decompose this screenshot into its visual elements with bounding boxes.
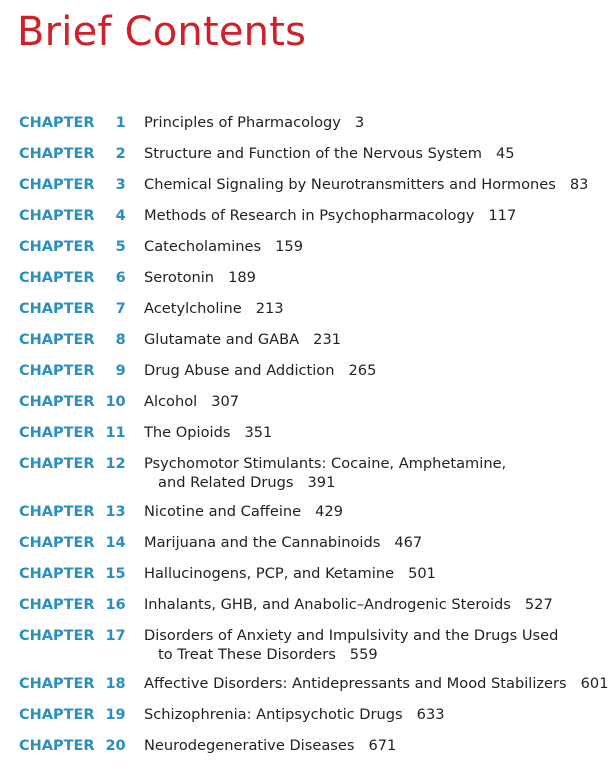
chapter-page-number: 351: [244, 424, 273, 441]
chapter-word: CHAPTER: [19, 301, 95, 317]
chapter-title[interactable]: [144, 361, 376, 380]
chapter-title[interactable]: [144, 268, 256, 287]
chapter-title[interactable]: [144, 237, 303, 256]
chapter-word: CHAPTER: [19, 115, 95, 131]
chapter-page-number: 559: [349, 646, 378, 663]
chapter-title[interactable]: [144, 113, 364, 132]
chapter-label: [19, 206, 126, 226]
toc-entry[interactable]: [0, 423, 613, 447]
chapter-title[interactable]: [144, 175, 588, 194]
toc-entry[interactable]: [0, 736, 613, 760]
chapter-label: [19, 268, 126, 288]
chapter-label: [19, 237, 126, 257]
chapter-title-line1: Catecholamines: [144, 238, 262, 255]
chapter-word: CHAPTER: [19, 504, 95, 520]
chapter-title-line1: Inhalants, GHB, and Anabolic–Androgenic Steroids: [144, 596, 511, 613]
chapter-title-line1: Hallucinogens, PCP, and Ketamine: [144, 565, 395, 582]
chapter-number: 18: [105, 676, 126, 692]
chapter-title[interactable]: [144, 533, 422, 552]
chapter-title[interactable]: [144, 736, 396, 755]
chapter-title[interactable]: [144, 299, 284, 318]
chapter-title[interactable]: [144, 705, 445, 724]
chapter-number: 3: [115, 177, 126, 193]
chapter-number: 6: [115, 270, 126, 286]
chapter-word: CHAPTER: [19, 332, 95, 348]
chapter-number: 14: [105, 535, 126, 551]
chapter-number: 15: [105, 566, 126, 582]
chapter-label: [19, 705, 126, 725]
chapter-page-number: 307: [211, 393, 240, 410]
chapter-title[interactable]: [144, 144, 515, 163]
chapter-title-line1: Glutamate and GABA: [144, 331, 300, 348]
chapter-page-number: 159: [275, 238, 303, 255]
chapter-label: [19, 175, 126, 195]
chapter-title-line1: Principles of Pharmacology: [144, 114, 341, 131]
toc-entry[interactable]: [0, 175, 613, 199]
chapter-title-line2: and Related Drugs 391: [158, 474, 336, 491]
toc-entry[interactable]: [0, 113, 613, 137]
chapter-title-line1: Schizophrenia: Antipsychotic Drugs: [144, 706, 403, 723]
chapter-title[interactable]: [144, 674, 608, 693]
chapter-number: 20: [105, 738, 126, 754]
chapter-title[interactable]: [144, 454, 506, 492]
chapter-title-line1: Nicotine and Caffeine: [144, 503, 302, 520]
chapter-number: 9: [115, 363, 126, 379]
chapter-title[interactable]: [144, 392, 239, 411]
chapter-label: [19, 533, 126, 553]
chapter-label: [19, 595, 126, 615]
chapter-page-number: 189: [228, 269, 256, 286]
toc-entry[interactable]: [0, 674, 613, 698]
chapter-label: [19, 361, 126, 381]
chapter-page-number: 213: [255, 300, 284, 317]
chapter-number: 19: [105, 707, 126, 723]
chapter-page-number: 231: [313, 331, 342, 348]
chapter-title-line1: The Opioids: [144, 424, 231, 441]
chapter-label: [19, 626, 126, 646]
chapter-title[interactable]: [144, 206, 516, 225]
chapter-label: [19, 330, 126, 350]
chapter-word: CHAPTER: [19, 566, 95, 582]
chapter-page-number: 633: [416, 706, 445, 723]
chapter-word: CHAPTER: [19, 270, 95, 286]
toc-entry[interactable]: [0, 705, 613, 729]
chapter-title-line1: Alcohol: [144, 393, 198, 410]
chapter-title-line1: Structure and Function of the Nervous System: [144, 145, 483, 162]
chapter-title-line1: Acetylcholine: [144, 300, 242, 317]
chapter-page-number: 391: [307, 474, 336, 491]
chapter-page-number: 467: [394, 534, 423, 551]
chapter-word: CHAPTER: [19, 738, 95, 754]
chapter-title-line1: Neurodegenerative Diseases: [144, 737, 355, 754]
toc-entry[interactable]: [0, 237, 613, 261]
chapter-title[interactable]: [144, 330, 341, 349]
chapter-page-number: 45: [496, 145, 515, 162]
chapter-word: CHAPTER: [19, 628, 95, 644]
toc-entry[interactable]: [0, 595, 613, 619]
chapter-page-number: 671: [368, 737, 397, 754]
chapter-title-line1: Drug Abuse and Addiction: [144, 362, 335, 379]
chapter-title-line1: Disorders of Anxiety and Impulsivity and the Drugs Used: [144, 627, 559, 644]
chapter-number: 5: [115, 239, 126, 255]
chapter-title-line1: Affective Disorders: Antidepressants and Mood Stabilizers: [144, 675, 567, 692]
chapter-number: 11: [105, 425, 126, 441]
chapter-title[interactable]: [144, 423, 272, 442]
chapter-label: [19, 299, 126, 319]
chapter-title[interactable]: [144, 502, 343, 521]
toc-entry[interactable]: [0, 144, 613, 168]
chapter-number: 12: [105, 456, 126, 472]
chapter-page-number: 429: [315, 503, 343, 520]
chapter-number: 16: [105, 597, 126, 613]
chapter-word: CHAPTER: [19, 146, 95, 162]
toc-entry[interactable]: [0, 392, 613, 416]
page-title: Brief Contents: [17, 9, 307, 55]
toc-entry[interactable]: [0, 533, 613, 557]
chapter-label: [19, 454, 126, 474]
chapter-title-line1: Marijuana and the Cannabinoids: [144, 534, 381, 551]
chapter-number: 13: [105, 504, 126, 520]
chapter-word: CHAPTER: [19, 707, 95, 723]
chapter-page-number: 501: [408, 565, 436, 582]
toc-entry[interactable]: [0, 206, 613, 230]
chapter-number: 8: [115, 332, 126, 348]
chapter-label: [19, 144, 126, 164]
chapter-word: CHAPTER: [19, 425, 95, 441]
chapter-label: [19, 564, 126, 584]
chapter-title-line1: Serotonin: [144, 269, 215, 286]
chapter-word: CHAPTER: [19, 676, 95, 692]
chapter-title[interactable]: [144, 564, 436, 583]
chapter-title-line1: Psychomotor Stimulants: Cocaine, Amphetamine,: [144, 455, 507, 472]
chapter-word: CHAPTER: [19, 456, 95, 472]
chapter-number: 10: [105, 394, 126, 410]
toc-entry[interactable]: [0, 502, 613, 526]
chapter-word: CHAPTER: [19, 597, 95, 613]
toc-entry[interactable]: [0, 330, 613, 354]
chapter-label: [19, 423, 126, 443]
chapter-number: 4: [115, 208, 126, 224]
chapter-title-line1: Chemical Signaling by Neurotransmitters and Hormones: [144, 176, 556, 193]
chapter-label: [19, 674, 126, 694]
toc-entry[interactable]: [0, 626, 613, 670]
chapter-number: 7: [115, 301, 126, 317]
chapter-title-line1: Methods of Research in Psychopharmacology: [144, 207, 475, 224]
chapter-number: 1: [115, 115, 126, 131]
chapter-word: CHAPTER: [19, 394, 95, 410]
chapter-word: CHAPTER: [19, 239, 95, 255]
chapter-label: [19, 736, 126, 756]
chapter-page-number: 117: [488, 207, 517, 224]
chapter-number: 17: [105, 628, 126, 644]
toc-entry[interactable]: [0, 361, 613, 385]
chapter-page-number: 83: [569, 176, 589, 193]
toc-entry[interactable]: [0, 564, 613, 588]
chapter-page-number: 527: [524, 596, 553, 613]
chapter-label: [19, 113, 126, 133]
chapter-label: [19, 502, 126, 522]
chapter-page-number: 265: [348, 362, 377, 379]
chapter-title-line2: to Treat These Disorders 559: [158, 646, 378, 663]
chapter-page-number: 3: [354, 114, 365, 131]
chapter-title[interactable]: [144, 595, 553, 614]
chapter-title[interactable]: [144, 626, 558, 664]
chapter-label: [19, 392, 126, 412]
chapter-number: 2: [115, 146, 126, 162]
chapter-word: CHAPTER: [19, 177, 95, 193]
toc-entry[interactable]: [0, 299, 613, 323]
chapter-word: CHAPTER: [19, 535, 95, 551]
toc-entry[interactable]: [0, 268, 613, 292]
chapter-word: CHAPTER: [19, 363, 95, 379]
chapter-word: CHAPTER: [19, 208, 95, 224]
toc-entry[interactable]: [0, 454, 613, 498]
chapter-page-number: 601: [580, 675, 609, 692]
